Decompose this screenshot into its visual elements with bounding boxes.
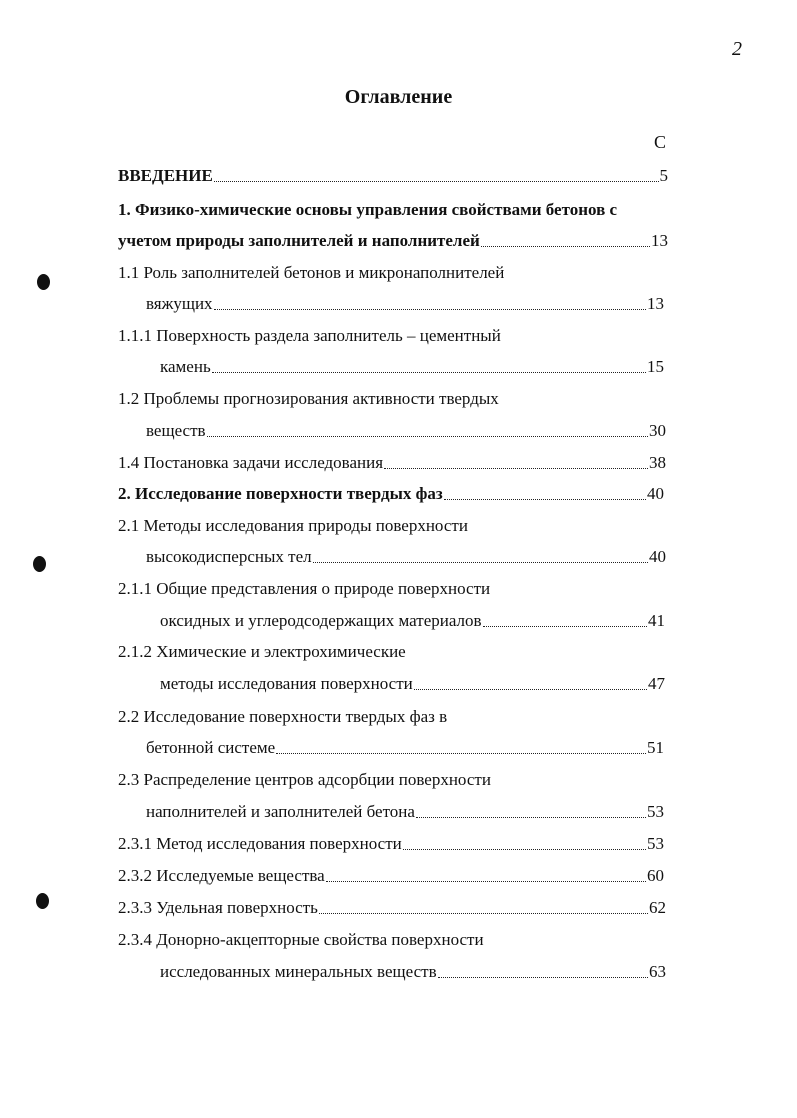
toc-entry-text: 2.1 Методы исследования природы поверхности	[118, 516, 468, 535]
page-number: 2	[732, 38, 742, 60]
toc-entry	[160, 961, 666, 983]
toc-entry-text: 2.3.3 Удельная поверхность	[118, 898, 318, 917]
toc-entry-text: 1.1 Роль заполнителей бетонов и микронаполнителей	[118, 263, 505, 282]
toc-entry-page: 53	[647, 834, 664, 853]
toc-entry	[118, 262, 678, 284]
toc-entry-text: оксидных и углеродсодержащих материалов	[160, 611, 482, 630]
toc-entry	[118, 230, 668, 252]
toc-entry-page: 38	[649, 453, 666, 472]
toc-entry-text: методы исследования поверхности	[160, 674, 413, 693]
toc-entry-text: 2.3.2 Исследуемые вещества	[118, 866, 325, 885]
toc-entry-text: 1.4 Постановка задачи исследования	[118, 453, 384, 472]
dot-leader	[483, 626, 647, 627]
toc-entry	[118, 515, 678, 537]
toc-entry-page: 47	[648, 674, 665, 693]
toc-entry-text: 1.2 Проблемы прогнозирования активности твердых	[118, 389, 499, 408]
toc-entry-text: ВВЕДЕНИЕ	[118, 166, 213, 185]
dot-leader	[416, 817, 646, 818]
dot-leader	[212, 372, 646, 373]
toc-entry-text: 2.3.1 Метод исследования поверхности	[118, 834, 402, 853]
punch-hole-mark	[36, 893, 49, 909]
toc-entry-text: 2.1.1 Общие представления о природе поверхности	[118, 579, 491, 598]
dot-leader	[276, 753, 646, 754]
toc-entry	[118, 897, 666, 919]
dot-leader	[414, 689, 647, 690]
toc-entry	[118, 929, 678, 951]
toc-entry	[118, 325, 678, 347]
toc-entry-text: камень	[160, 357, 211, 376]
toc-entry-text: 1.1.1 Поверхность раздела заполнитель – цементный	[118, 326, 501, 345]
dot-leader	[403, 849, 646, 850]
toc-entry	[118, 769, 678, 791]
toc-entry-page: 40	[647, 484, 664, 503]
page-column-header: С	[654, 132, 667, 152]
toc-entry-page: 41	[648, 611, 665, 630]
toc-entry-text: 2.3 Распределение центров адсорбции поверхности	[118, 770, 491, 789]
dot-leader	[481, 246, 650, 247]
toc-entry-page: 63	[649, 962, 666, 981]
toc-entry-page: 30	[649, 421, 666, 440]
toc-entry-text: высокодисперсных тел	[146, 547, 312, 566]
toc-entry-text: 2.2 Исследование поверхности твердых фаз в	[118, 707, 448, 726]
toc-entry-text: бетонной системе	[146, 738, 276, 757]
page-title: Оглавление	[344, 86, 453, 108]
toc-entry-page: 15	[647, 357, 664, 376]
toc-entry-page: 60	[647, 866, 664, 885]
toc-entry	[160, 610, 665, 632]
toc-entry-page: 13	[651, 231, 668, 250]
toc-entry	[118, 641, 678, 663]
toc-entry	[118, 199, 678, 221]
toc-entry	[118, 483, 664, 505]
toc-entry-text: 1. Физико-химические основы управления свойствами бетонов с	[118, 200, 618, 219]
dot-leader	[214, 309, 646, 310]
toc-entry-page: 51	[647, 738, 664, 757]
dot-leader	[319, 913, 648, 914]
punch-hole-mark	[33, 556, 46, 572]
toc-entry-page: 40	[649, 547, 666, 566]
toc-entry	[160, 356, 664, 378]
toc-entry-text: вяжущих	[146, 294, 213, 313]
toc-entry	[118, 388, 678, 410]
dot-leader	[438, 977, 648, 978]
toc-entry	[146, 801, 664, 823]
dot-leader	[207, 436, 648, 437]
toc-entry-text: 2. Исследование поверхности твердых фаз	[118, 484, 443, 503]
toc-entry-text: наполнителей и заполнителей бетона	[146, 802, 415, 821]
toc-entry-text: 2.3.4 Донорно-акцепторные свойства поверхности	[118, 930, 484, 949]
dot-leader	[444, 499, 646, 500]
toc-entry-page: 5	[659, 166, 668, 185]
toc-entry	[118, 578, 678, 600]
toc-entry-text: 2.1.2 Химические и электрохимические	[118, 642, 406, 661]
toc-entry	[146, 293, 664, 315]
toc-entry	[118, 706, 678, 728]
toc-entry-text: веществ	[146, 421, 206, 440]
dot-leader	[313, 562, 648, 563]
toc-entry	[160, 673, 665, 695]
dot-leader	[214, 181, 659, 182]
toc-entry	[118, 165, 668, 187]
toc-entry-page: 13	[647, 294, 664, 313]
toc-entry	[118, 865, 664, 887]
dot-leader	[326, 881, 646, 882]
punch-hole-mark	[37, 274, 50, 290]
toc-entry-text: учетом природы заполнителей и наполнителей	[118, 231, 480, 250]
toc-entry-text: исследованных минеральных веществ	[160, 962, 437, 981]
toc-entry	[146, 737, 664, 759]
toc-entry	[146, 546, 666, 568]
toc-entry-page: 53	[647, 802, 664, 821]
toc-entry	[118, 833, 664, 855]
dot-leader	[384, 468, 648, 469]
toc-entry	[146, 420, 666, 442]
toc-entry	[118, 452, 666, 474]
toc-entry-page: 62	[649, 898, 666, 917]
